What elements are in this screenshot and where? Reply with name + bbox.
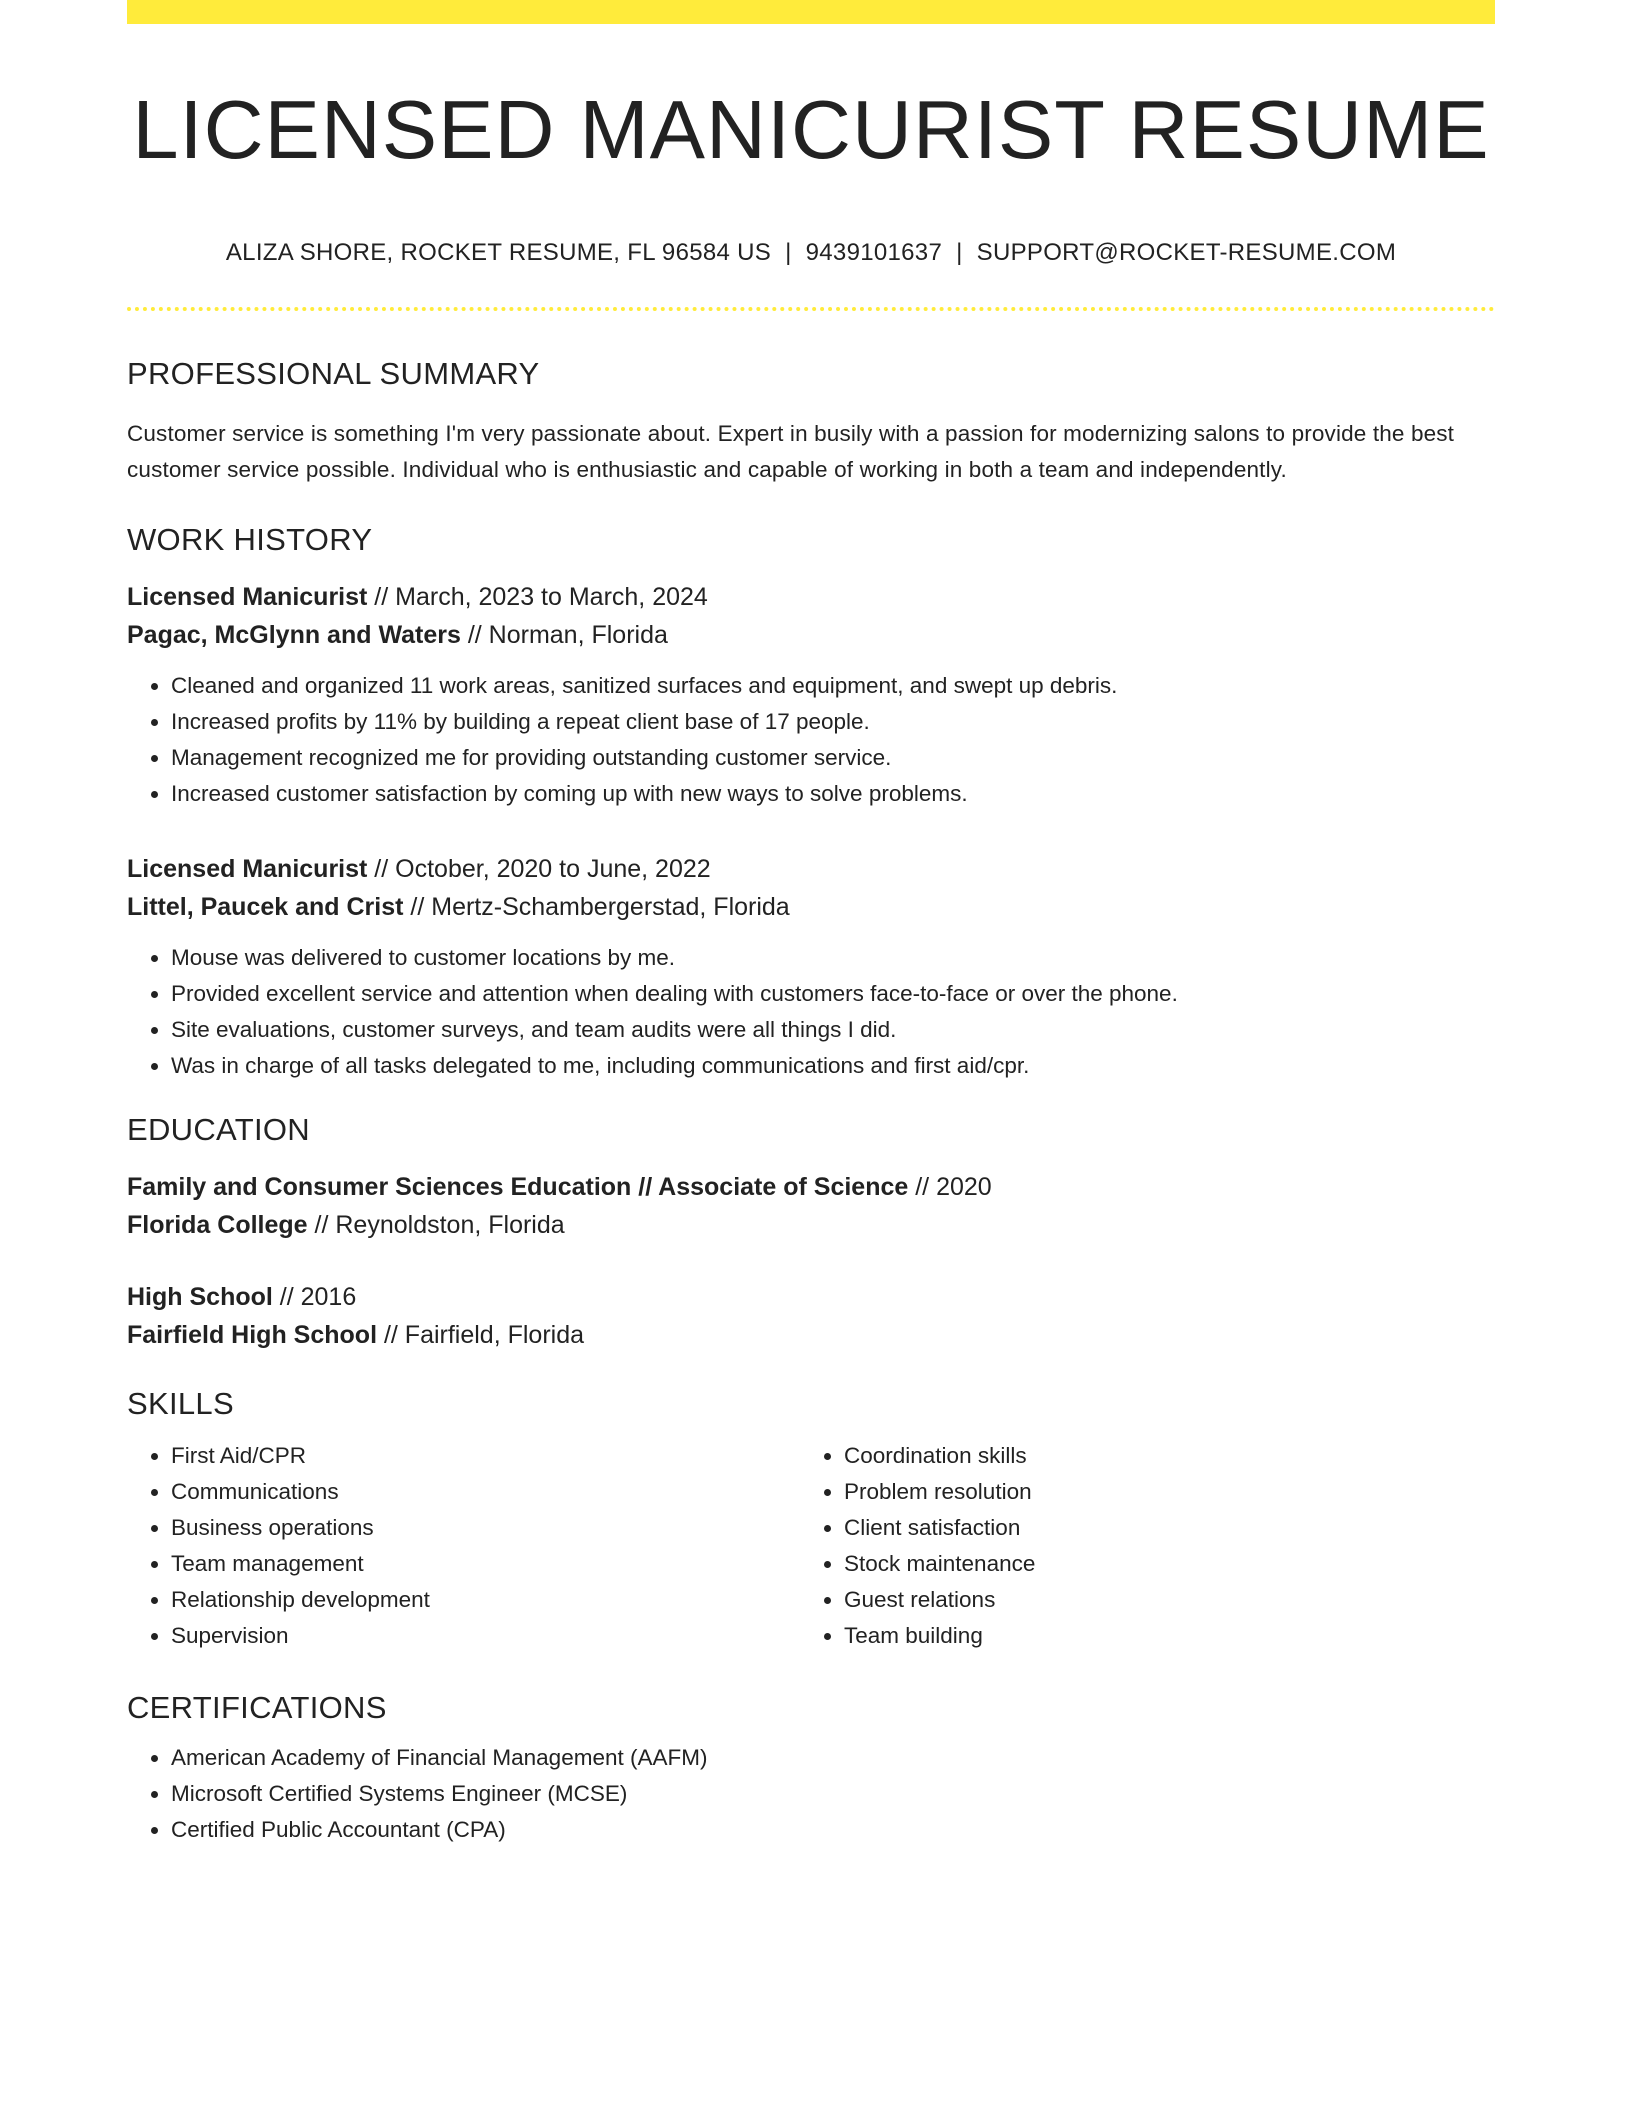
section-heading-skills: SKILLS — [127, 1386, 234, 1422]
list-item: • Relationship development — [171, 1582, 800, 1618]
list-item: • Supervision — [171, 1618, 800, 1654]
job-company-line — [127, 616, 1495, 654]
contact-separator: | — [956, 239, 963, 267]
job-company: Littel, Paucek and Crist — [127, 893, 404, 922]
job-title-line — [127, 578, 1495, 616]
skills-columns — [127, 1438, 1495, 1654]
skills-list-right — [800, 1438, 1473, 1654]
job-entry — [127, 850, 1495, 1084]
dotted-divider — [127, 307, 1495, 311]
education-school-line — [127, 1316, 1495, 1354]
contact-separator: | — [785, 239, 792, 267]
summary-section — [127, 356, 1495, 488]
section-heading-summary: PROFESSIONAL SUMMARY — [127, 356, 540, 392]
section-heading-education: EDUCATION — [127, 1112, 310, 1148]
job-company-line — [127, 888, 1495, 926]
list-item: • Increased customer satisfaction by coming up with new ways to solve problems. — [171, 776, 1495, 812]
contact-email: SUPPORT@ROCKET-RESUME.COM — [976, 239, 1397, 267]
job-title: Licensed Manicurist — [127, 583, 368, 612]
education-location: // Fairfield, Florida — [377, 1321, 585, 1350]
resume-page — [127, 0, 1495, 1848]
resume-title: LICENSED MANICURIST RESUME — [132, 83, 1490, 176]
skills-section — [127, 1386, 1495, 1654]
contact-line — [127, 239, 1495, 267]
education-section — [127, 1112, 1495, 1354]
education-degree-line — [127, 1168, 1495, 1206]
job-dates: // October, 2020 to June, 2022 — [367, 855, 711, 884]
list-item: • Mouse was delivered to customer locations by me. — [171, 940, 1495, 976]
list-item: • American Academy of Financial Management (AAFM) — [171, 1740, 1495, 1776]
job-title: Licensed Manicurist — [127, 855, 368, 884]
list-item: • Microsoft Certified Systems Engineer (MCSE) — [171, 1776, 1495, 1812]
top-accent-bar — [127, 0, 1495, 24]
list-item: • Team management — [171, 1546, 800, 1582]
section-heading-certifications: CERTIFICATIONS — [127, 1690, 387, 1726]
list-item: • Communications — [171, 1474, 800, 1510]
job-bullets — [127, 668, 1495, 812]
list-item: • Cleaned and organized 11 work areas, sanitized surfaces and equipment, and swept up debris. — [171, 668, 1495, 704]
summary-text: Customer service is something I'm very passionate about. Expert in busily with a passion for modernizing salons to provide the best customer service possible. Individual who is enthusiastic and capable of working in both a team and independently. — [127, 421, 1455, 483]
list-item: • Provided excellent service and attention when dealing with customers face-to-face or over the phone. — [171, 976, 1495, 1012]
job-location: // Norman, Florida — [460, 621, 668, 650]
list-item: • Team building — [844, 1618, 1473, 1654]
education-degree-line — [127, 1278, 1495, 1316]
list-item: • Management recognized me for providing outstanding customer service. — [171, 740, 1495, 776]
education-year: // 2020 — [908, 1173, 992, 1202]
list-item: • Increased profits by 11% by building a repeat client base of 17 people. — [171, 704, 1495, 740]
section-heading-work: WORK HISTORY — [127, 522, 373, 558]
skills-list-left — [127, 1438, 800, 1654]
list-item: • Guest relations — [844, 1582, 1473, 1618]
education-school-line — [127, 1206, 1495, 1244]
education-degree: High School — [127, 1283, 273, 1312]
list-item: • First Aid/CPR — [171, 1438, 800, 1474]
job-title-line — [127, 850, 1495, 888]
education-location: // Reynoldston, Florida — [307, 1211, 565, 1240]
list-item: • Was in charge of all tasks delegated to me, including communications and first aid/cpr. — [171, 1048, 1495, 1084]
work-section — [127, 522, 1495, 1084]
list-item: • Stock maintenance — [844, 1546, 1473, 1582]
list-item: • Client satisfaction — [844, 1510, 1473, 1546]
list-item: • Business operations — [171, 1510, 800, 1546]
education-entry — [127, 1278, 1495, 1354]
education-year: // 2016 — [272, 1283, 357, 1312]
contact-address: ALIZA SHORE, ROCKET RESUME, FL 96584 US — [225, 239, 772, 267]
job-bullets — [127, 940, 1495, 1084]
list-item: • Site evaluations, customer surveys, and team audits were all things I did. — [171, 1012, 1495, 1048]
contact-phone: 9439101637 — [805, 239, 943, 267]
certifications-list — [127, 1740, 1495, 1848]
education-degree: Family and Consumer Sciences Education // Associate of Science — [127, 1173, 909, 1202]
list-item: • Coordination skills — [844, 1438, 1473, 1474]
job-location: // Mertz-Schambergerstad, Florida — [403, 893, 790, 922]
job-entry — [127, 578, 1495, 812]
education-school: Florida College — [127, 1211, 308, 1240]
education-school: Fairfield High School — [127, 1321, 378, 1350]
list-item: • Certified Public Accountant (CPA) — [171, 1812, 1495, 1848]
education-entry — [127, 1168, 1495, 1244]
certifications-section — [127, 1690, 1495, 1848]
list-item: • Problem resolution — [844, 1474, 1473, 1510]
job-dates: // March, 2023 to March, 2024 — [367, 583, 708, 612]
job-company: Pagac, McGlynn and Waters — [127, 621, 461, 650]
